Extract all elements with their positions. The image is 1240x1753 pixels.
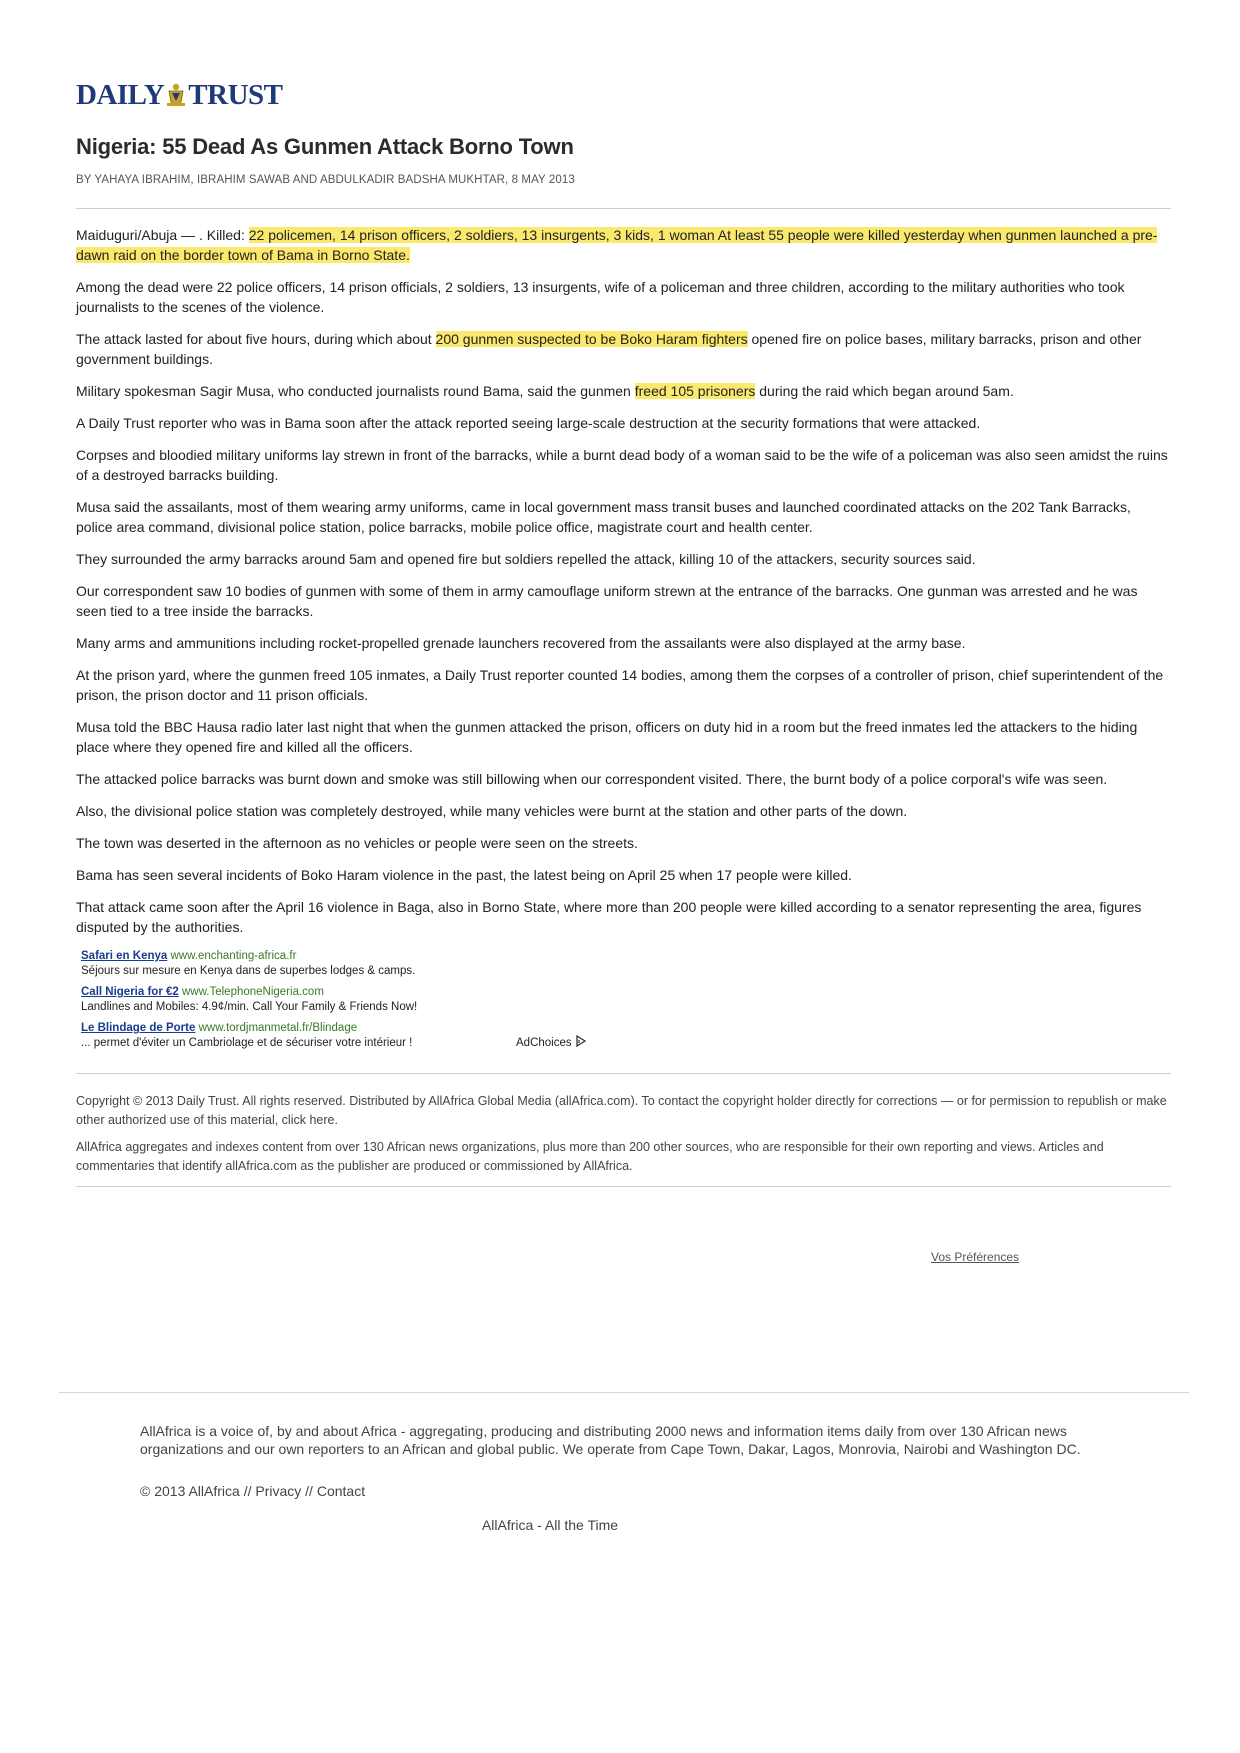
masthead-left: DAILY (76, 78, 165, 111)
preferences-link[interactable]: Vos Préférences (931, 1250, 1020, 1264)
divider (76, 1186, 1171, 1187)
article-paragraph: At the prison yard, where the gunmen freed 105 inmates, a Daily Trust reporter counted 14 bodies, among them the corpses of a controller of prison, chief superintendent of the prison, the prison doctor and 11 prison officials. (76, 667, 1164, 703)
article-headline: Nigeria: 55 Dead As Gunmen Attack Borno Town (76, 134, 574, 159)
article-paragraph: Musa said the assailants, most of them wearing army uniforms, came in local government mass transit buses and launched coordinated attacks on the 202 Tank Barracks, police area command, divisional police station, police barracks, mobile police office, magistrate court and health center. (76, 499, 1131, 535)
footer-links (140, 1482, 1140, 1500)
ad-url[interactable]: www.enchanting-africa.fr (170, 950, 297, 962)
copyright-block (76, 1092, 1171, 1176)
article-paragraph: The attack lasted for about five hours, during which about 200 gunmen suspected to be Boko Haram fighters opened fire on police bases, military barracks, prison and other government buildings. (76, 331, 1142, 367)
article-paragraph: That attack came soon after the April 16 violence in Baga, also in Borno State, where more than 200 people were killed according to a senator representing the area, figures disputed by the authorities. (76, 899, 1142, 935)
masthead-right: TRUST (188, 78, 283, 111)
ad-url[interactable]: www.tordjmanmetal.fr/Blindage (198, 1022, 358, 1034)
ad-url[interactable]: www.TelephoneNigeria.com (182, 986, 324, 998)
ad-description: Landlines and Mobiles: 4.9¢/min. Call Your Family & Friends Now! (81, 1001, 418, 1013)
highlighted-text: freed 105 prisoners (634, 383, 756, 399)
adchoices-link[interactable] (516, 1035, 587, 1050)
article-paragraph: Our correspondent saw 10 bodies of gunmen with some of them in army camouflage uniform strewn at the entrance of the barracks. One gunman was arrested and he was seen tied to a tree inside the barracks. (76, 583, 1138, 619)
article-paragraph: Bama has seen several incidents of Boko Haram violence in the past, the latest being on April 25 when 17 people were killed. (76, 867, 852, 883)
masthead-logo[interactable] (76, 76, 1171, 114)
ad-item[interactable] (81, 949, 1171, 979)
article-paragraph: Musa told the BBC Hausa radio later last night that when the gunmen attacked the prison, officers on duty hid in a room but the freed inmates led the attackers to the hiding place where they opened fire and killed all the officers. (76, 719, 1138, 755)
footer-separator: // (243, 1483, 252, 1499)
footer-divider (59, 1392, 1189, 1393)
article-byline: BY YAHAYA IBRAHIM, IBRAHIM SAWAB AND ABDULKADIR BADSHA MUKHTAR, 8 MAY 2013 (76, 174, 575, 186)
footer-about: AllAfrica is a voice of, by and about Africa - aggregating, producing and distributing 2000 news and information items daily from over 130 African news organizations and our own reporters to an African and global public. We operate from Cape Town, Dakar, Lagos, Monrovia, Nairobi and Washington DC. (140, 1423, 1081, 1457)
ad-title-link[interactable]: Call Nigeria for €2 (81, 986, 179, 998)
ad-item[interactable] (81, 985, 1171, 1015)
highlighted-text: 200 gunmen suspected to be Boko Haram fighters (435, 331, 748, 347)
article-paragraph: Also, the divisional police station was completely destroyed, while many vehicles were burnt at the station and other parts of the down. (76, 803, 908, 819)
article-paragraph: Military spokesman Sagir Musa, who conducted journalists round Bama, said the gunmen freed 105 prisoners during the raid which began around 5am. (76, 383, 1014, 399)
article-paragraph: Among the dead were 22 police officers, 14 prison officials, 2 soldiers, 13 insurgents, wife of a policeman and three children, according to the military authorities who took journalists to the scenes of the violence. (76, 279, 1125, 315)
footer (140, 1422, 1140, 1533)
page (76, 76, 1171, 1187)
allafrica-disclaimer: AllAfrica aggregates and indexes content from over 130 African news organizations, plus more than 200 other sources, who are responsible for their own reporting and views. Articles and commentaries that identify allAfrica.com as the publisher are produced or commissioned by AllAfrica. (76, 1140, 1104, 1173)
footer-copyright: © 2013 AllAfrica (140, 1483, 240, 1499)
divider (76, 208, 1171, 209)
article-paragraph: A Daily Trust reporter who was in Bama soon after the attack reported seeing large-scale destruction at the security formations that were attacked. (76, 415, 981, 431)
article-paragraph: They surrounded the army barracks around 5am and opened fire but soldiers repelled the attack, killing 10 of the attackers, security sources said. (76, 551, 976, 567)
ad-item[interactable] (81, 1021, 1171, 1051)
ad-description: Séjours sur mesure en Kenya dans de superbes lodges & camps. (81, 965, 416, 977)
article-paragraph: The attacked police barracks was burnt down and smoke was still billowing when our correspondent visited. There, the burnt body of a police corporal's wife was seen. (76, 771, 1108, 787)
coat-of-arms-icon (166, 82, 186, 108)
copyright-text: Copyright © 2013 Daily Trust. All rights reserved. Distributed by AllAfrica Global Media (allAfrica.com). To contact the copyright holder directly for corrections — or for permission to republish or make other authorized use of this material, click here. (76, 1094, 1167, 1127)
ad-block (76, 949, 1171, 1059)
contact-link[interactable]: Contact (316, 1483, 366, 1499)
ad-title-link[interactable]: Safari en Kenya (81, 950, 168, 962)
footer-tagline: AllAfrica - All the Time (481, 1517, 619, 1533)
ad-description: ... permet d'éviter un Cambriolage et de sécuriser votre intérieur ! (81, 1037, 413, 1049)
divider (76, 1073, 1171, 1074)
article-paragraph: Maiduguri/Abuja — . Killed: 22 policemen, 14 prison officers, 2 soldiers, 13 insurgents, 3 kids, 1 woman At least 55 people were killed yesterday when gunmen launched a pre-dawn raid on the border town of Bama in Borno State. (76, 227, 1158, 263)
adchoices-icon (575, 1035, 587, 1050)
article-paragraph: Corpses and bloodied military uniforms lay strewn in front of the barracks, while a burnt dead body of a woman said to be the wife of a policeman was also seen amidst the ruins of a destroyed barracks building. (76, 447, 1168, 483)
article-body (76, 225, 1171, 937)
adchoices-label: AdChoices (516, 1036, 572, 1049)
highlighted-text: 22 policemen, 14 prison officers, 2 soldiers, 13 insurgents, 3 kids, 1 woman At least 55 people were killed yesterday when gunmen launched a pre-dawn raid on the border town of Bama in Borno State. (76, 227, 1158, 263)
privacy-link[interactable]: Privacy (255, 1483, 302, 1499)
article-paragraph: The town was deserted in the afternoon as no vehicles or people were seen on the streets. (76, 835, 638, 851)
footer-separator: // (305, 1483, 313, 1499)
ad-title-link[interactable]: Le Blindage de Porte (81, 1022, 196, 1034)
article-paragraph: Many arms and ammunitions including rocket-propelled grenade launchers recovered from the assailants were also displayed at the army base. (76, 635, 966, 651)
